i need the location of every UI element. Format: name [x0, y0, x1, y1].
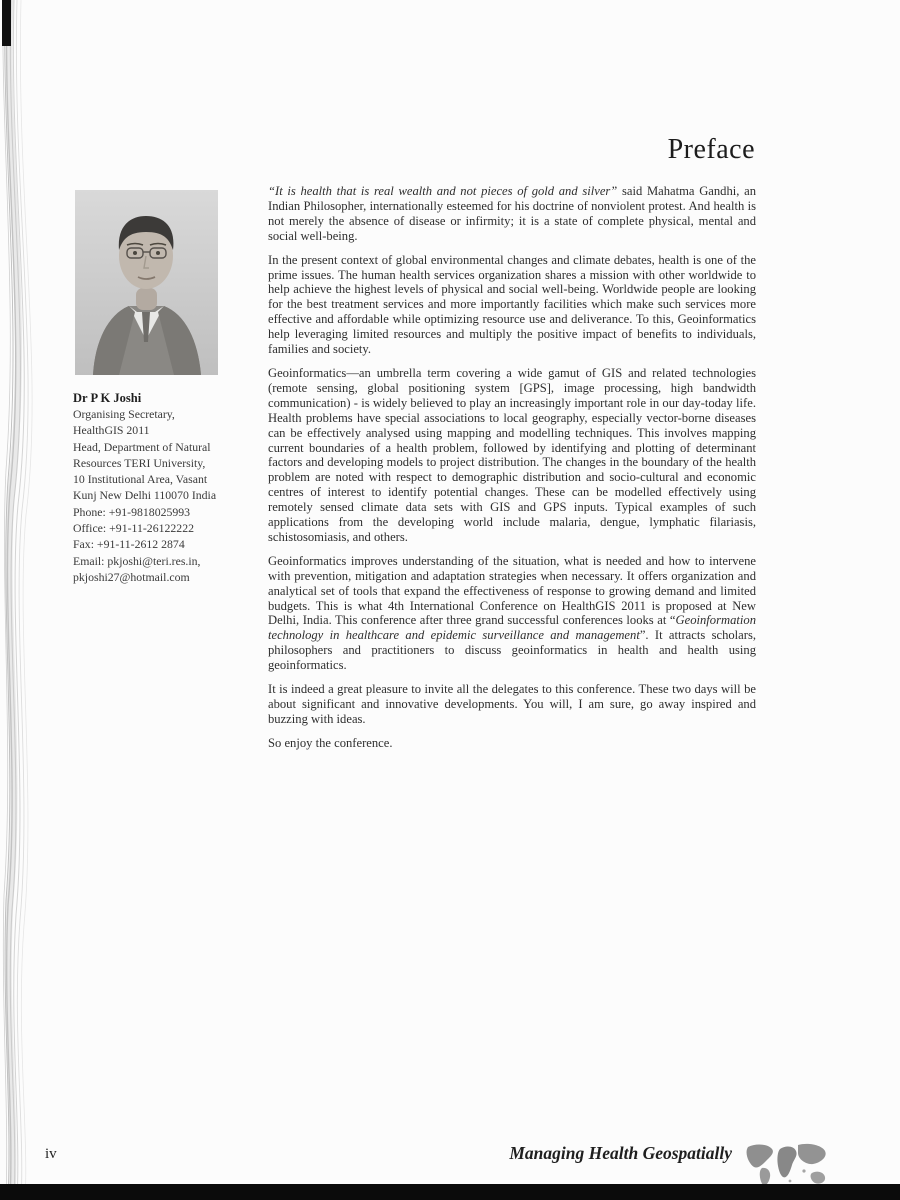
page-number: iv [45, 1146, 57, 1162]
body-paragraph [268, 184, 756, 244]
author-detail-line: Head, Department of Natural [73, 439, 211, 454]
author-detail-line: Kunj New Delhi 110070 India [73, 488, 217, 503]
body-paragraph [268, 682, 756, 727]
body-text: Geoinformatics—an umbrella term covering a wide gamut of GIS and related technologies (remote sensing, global positioning system [GPS], image processing, high bandwidth communication) - is widely believed to play an increasingly important role in our day-today life. Health problems have special associations to local geography, especially vector-borne diseases can be effectively analysed using mapping and modelling techniques. This involves mapping current boundaries of a health problem, followed by identifying and plotting of determinant factors and developing models to project distribution. The changes in the boundary of the health problem are noted with respect to demographic distribution and socio-cultural and economic centres of interest to identify potential changes. These can be modelled effectively using remotely sensed climate data sets with GIS and GPS inputs. Typical examples of such applications from the developing world include malaria, dengue, lymphatic filariasis, schistosomiasis, and others. [268, 365, 756, 544]
italic-text: Geoinformation technology in healthcare and epidemic surveillance and management [268, 613, 756, 643]
footer-tagline: Managing Health Geospatially [509, 1143, 732, 1163]
binding-decoration [0, 0, 60, 1200]
author-details [73, 406, 241, 585]
author-detail-line: Fax: +91-11-2612 2874 [73, 537, 185, 552]
body-text: So enjoy the conference. [268, 735, 393, 750]
body-paragraph [268, 736, 756, 751]
author-name: Dr P K Joshi [73, 391, 142, 405]
author-detail-line: Organising Secretary, [73, 407, 175, 421]
author-detail-line: Email: pkjoshi@teri.res.in, [73, 553, 201, 568]
world-map-icon [742, 1141, 829, 1189]
author-sidebar [73, 190, 241, 585]
italic-text: “It is health that is real wealth and not pieces of gold and silver” [268, 184, 618, 198]
page-title: Preface [667, 134, 755, 165]
body-text: It is indeed a great pleasure to invite all the delegates to this conference. These two days will be about significant and innovative developments. You will, I am sure, go away inspired and buzzing with ideas. [268, 682, 756, 726]
body-paragraph [268, 253, 756, 357]
author-detail-line: pkjoshi27@hotmail.com [73, 569, 190, 584]
preface-body [268, 184, 756, 760]
author-detail-line: 10 Institutional Area, Vasant [73, 472, 208, 487]
author-detail-line: Office: +91-11-26122222 [73, 521, 194, 536]
portrait-graphic [75, 190, 218, 375]
author-detail-line: HealthGIS 2011 [73, 423, 150, 438]
author-detail-line: Resources TERI University, [73, 455, 206, 470]
body-text: In the present context of global environmental changes and climate debates, health is one of the prime issues. The human health services organization shares a mission with other worldwide to help achieve the highest levels of physical and social well-being. Worldwide people are looking for the best treatment services and more importantly facilities which make such services more effective and affordable while optimizing resource use and deliverance. To this, Geoinformatics help leveraging limited resources and multiply the positive impact of benefits to individuals, families and society. [268, 252, 756, 357]
body-text: said Mahatma Gandhi, an Indian Philosopher, internationally esteemed for his doctrine of nonviolent protest. And health is not merely the absence of disease or infirmity; it is a state of complete physical, mental and social well-being. [268, 184, 756, 243]
body-text: ”. It attracts scholars, philosophers and practitioners to discuss geoinformatics in health and health using geoinformatics. [268, 628, 756, 673]
corner-mark [2, 0, 11, 46]
body-text: Geoinformatics improves understanding of the situation, what is needed and how to intervene with prevention, mitigation and adaptation strategies when necessary. It offers organization and analytical set of tools that expand the effectiveness of response to growing demand and limited budgets. This is what 4th International Conference on HealthGIS 2011 is proposed at New Delhi, India. This conference after three grand successful conferences looks at “ [268, 553, 756, 628]
body-paragraph [268, 366, 756, 545]
bottom-bar [0, 1184, 900, 1200]
author-photo [75, 190, 218, 375]
body-paragraph [268, 554, 756, 673]
author-detail-line: Phone: +91-9818025993 [73, 504, 191, 519]
